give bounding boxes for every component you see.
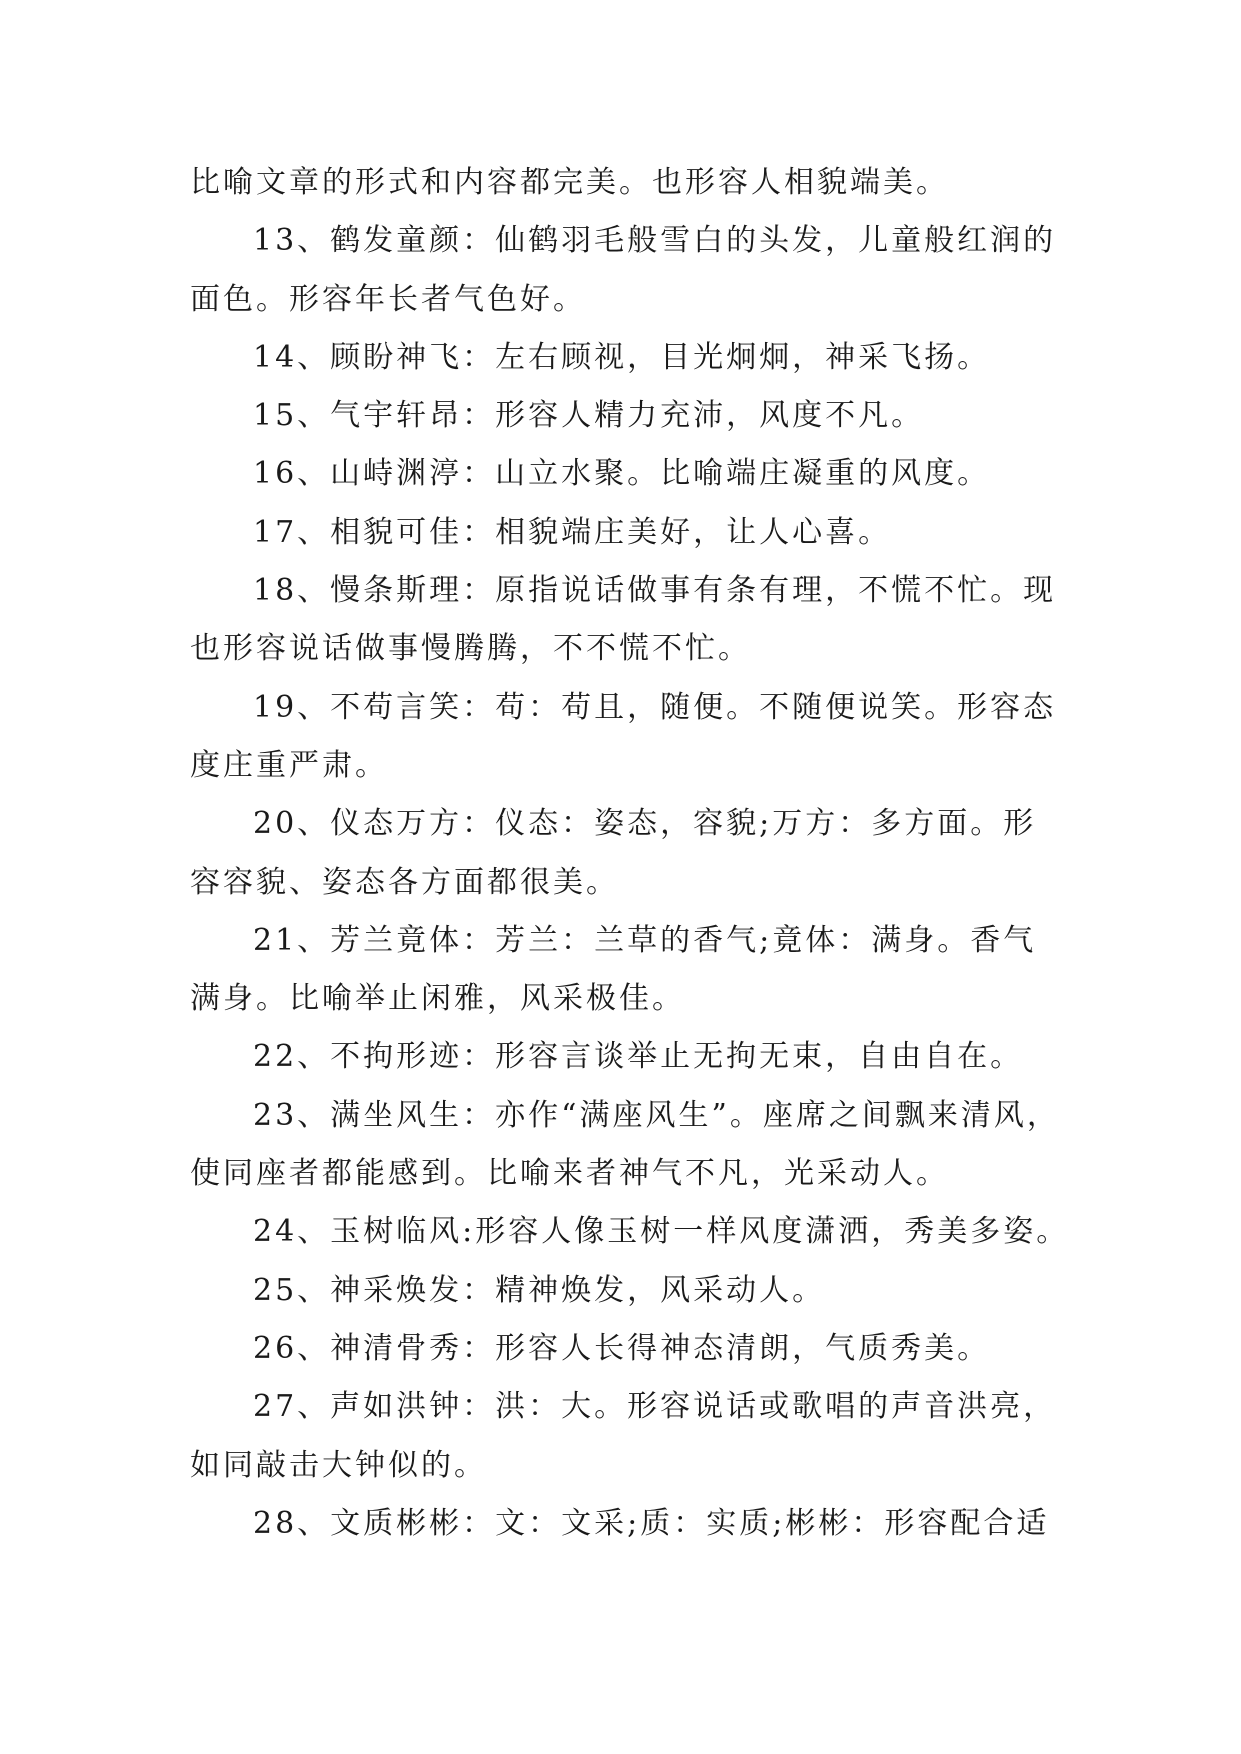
text-line: 22、不拘形迹：形容言谈举止无拘无束，自由自在。 [253,1039,1024,1075]
text-line: 15、气宇轩昂：形容人精力充沛，风度不凡。 [253,398,925,434]
text-line: 24、玉树临风:形容人像玉树一样风度潇洒，秀美多姿。 [253,1214,1070,1250]
text-line: 19、不苟言笑：苟：苟且，随便。不随便说笑。形容态 [253,689,1057,725]
text-line: 容容貌、姿态各方面都很美。 [190,864,619,900]
text-line: 16、山峙渊渟：山立水聚。比喻端庄凝重的风度。 [253,456,991,492]
text-line: 20、仪态万方：仪态：姿态，容貌;万方：多方面。形 [253,806,1037,842]
text-line: 也形容说话做事慢腾腾，不不慌不忙。 [190,631,751,667]
text-line: 28、文质彬彬：文：文采;质：实质;彬彬：形容配合适 [253,1505,1050,1541]
document-body [190,154,1070,1553]
text-line: 满身。比喻举止闲雅，风采极佳。 [190,981,685,1017]
text-line: 14、顾盼神飞：左右顾视，目光炯炯，神采飞扬。 [253,339,991,375]
text-line: 27、声如洪钟：洪：大。形容说话或歌唱的声音洪亮， [253,1389,1057,1425]
text-line: 使同座者都能感到。比喻来者神气不凡，光采动人。 [190,1156,949,1192]
text-line: 13、鹤发童颜：仙鹤羽毛般雪白的头发，儿童般红润的 [253,223,1057,259]
text-line: 23、满坐风生：亦作“满座风生”。座席之间飘来清风， [253,1097,1060,1133]
text-line: 度庄重严肃。 [190,747,388,783]
text-line: 26、神清骨秀：形容人长得神态清朗，气质秀美。 [253,1330,991,1366]
text-line: 如同敲击大钟似的。 [190,1447,487,1483]
text-line: 25、神采焕发：精神焕发，风采动人。 [253,1272,826,1308]
text-line: 18、慢条斯理：原指说话做事有条有理，不慌不忙。现 [253,573,1057,609]
text-line: 17、相貌可佳：相貌端庄美好，让人心喜。 [253,514,892,550]
text-line: 21、芳兰竟体：芳兰：兰草的香气;竟体：满身。香气 [253,922,1037,958]
text-line: 面色。形容年长者气色好。 [190,281,586,317]
text-line: 比喻文章的形式和内容都完美。也形容人相貌端美。 [190,165,949,200]
